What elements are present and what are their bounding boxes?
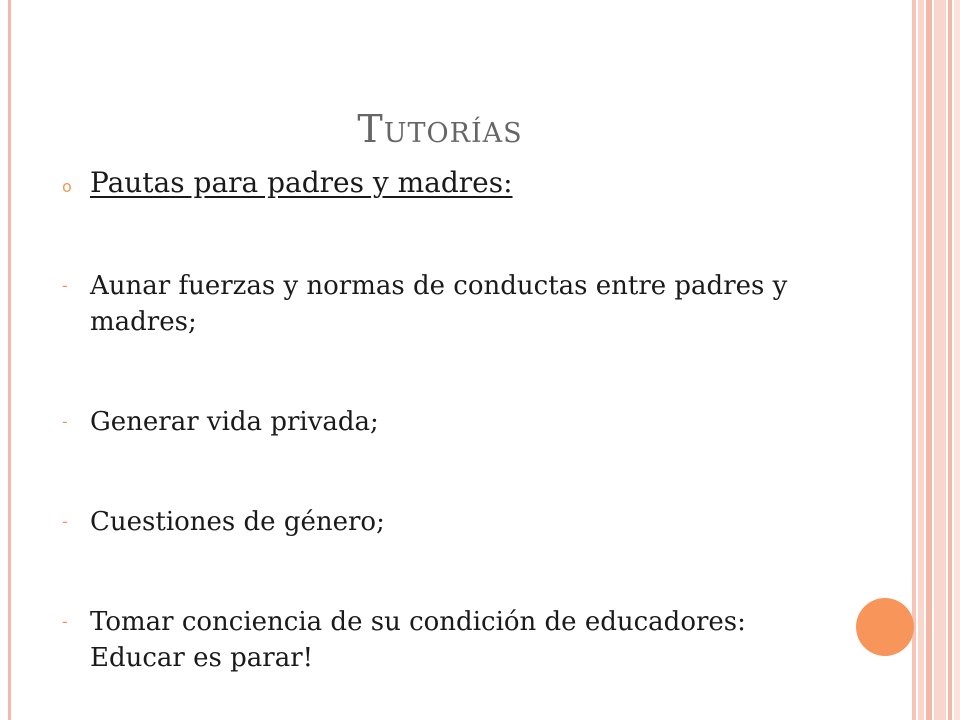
stripe bbox=[926, 0, 932, 720]
list-item bbox=[62, 404, 822, 440]
heading-row bbox=[62, 166, 513, 199]
stripe bbox=[934, 0, 946, 720]
section-heading: Pautas para padres y madres: bbox=[90, 166, 513, 199]
list-item bbox=[62, 504, 822, 540]
list-item bbox=[62, 268, 822, 340]
list-item-text: Generar vida privada; bbox=[90, 407, 379, 437]
stripe bbox=[948, 0, 952, 720]
accent-circle bbox=[856, 598, 914, 656]
stripe bbox=[954, 0, 960, 720]
stripe bbox=[918, 0, 924, 720]
list-item-text: Tomar conciencia de su condición de educadores: Educar es parar! bbox=[90, 607, 746, 673]
right-decorative-stripes bbox=[912, 0, 960, 720]
circle-bullet-icon: o bbox=[62, 177, 72, 196]
dash-bullet-icon: - bbox=[62, 276, 68, 295]
dash-bullet-icon: - bbox=[62, 412, 68, 431]
list-item-text: Aunar fuerzas y normas de conductas entre padres y madres; bbox=[90, 271, 788, 337]
slide-title: Tutorías bbox=[357, 107, 523, 152]
list-item-text: Cuestiones de género; bbox=[90, 507, 385, 537]
dash-bullet-icon: - bbox=[62, 612, 68, 631]
dash-bullet-icon: - bbox=[62, 512, 68, 531]
list-item bbox=[62, 604, 822, 676]
stripe bbox=[912, 0, 916, 720]
